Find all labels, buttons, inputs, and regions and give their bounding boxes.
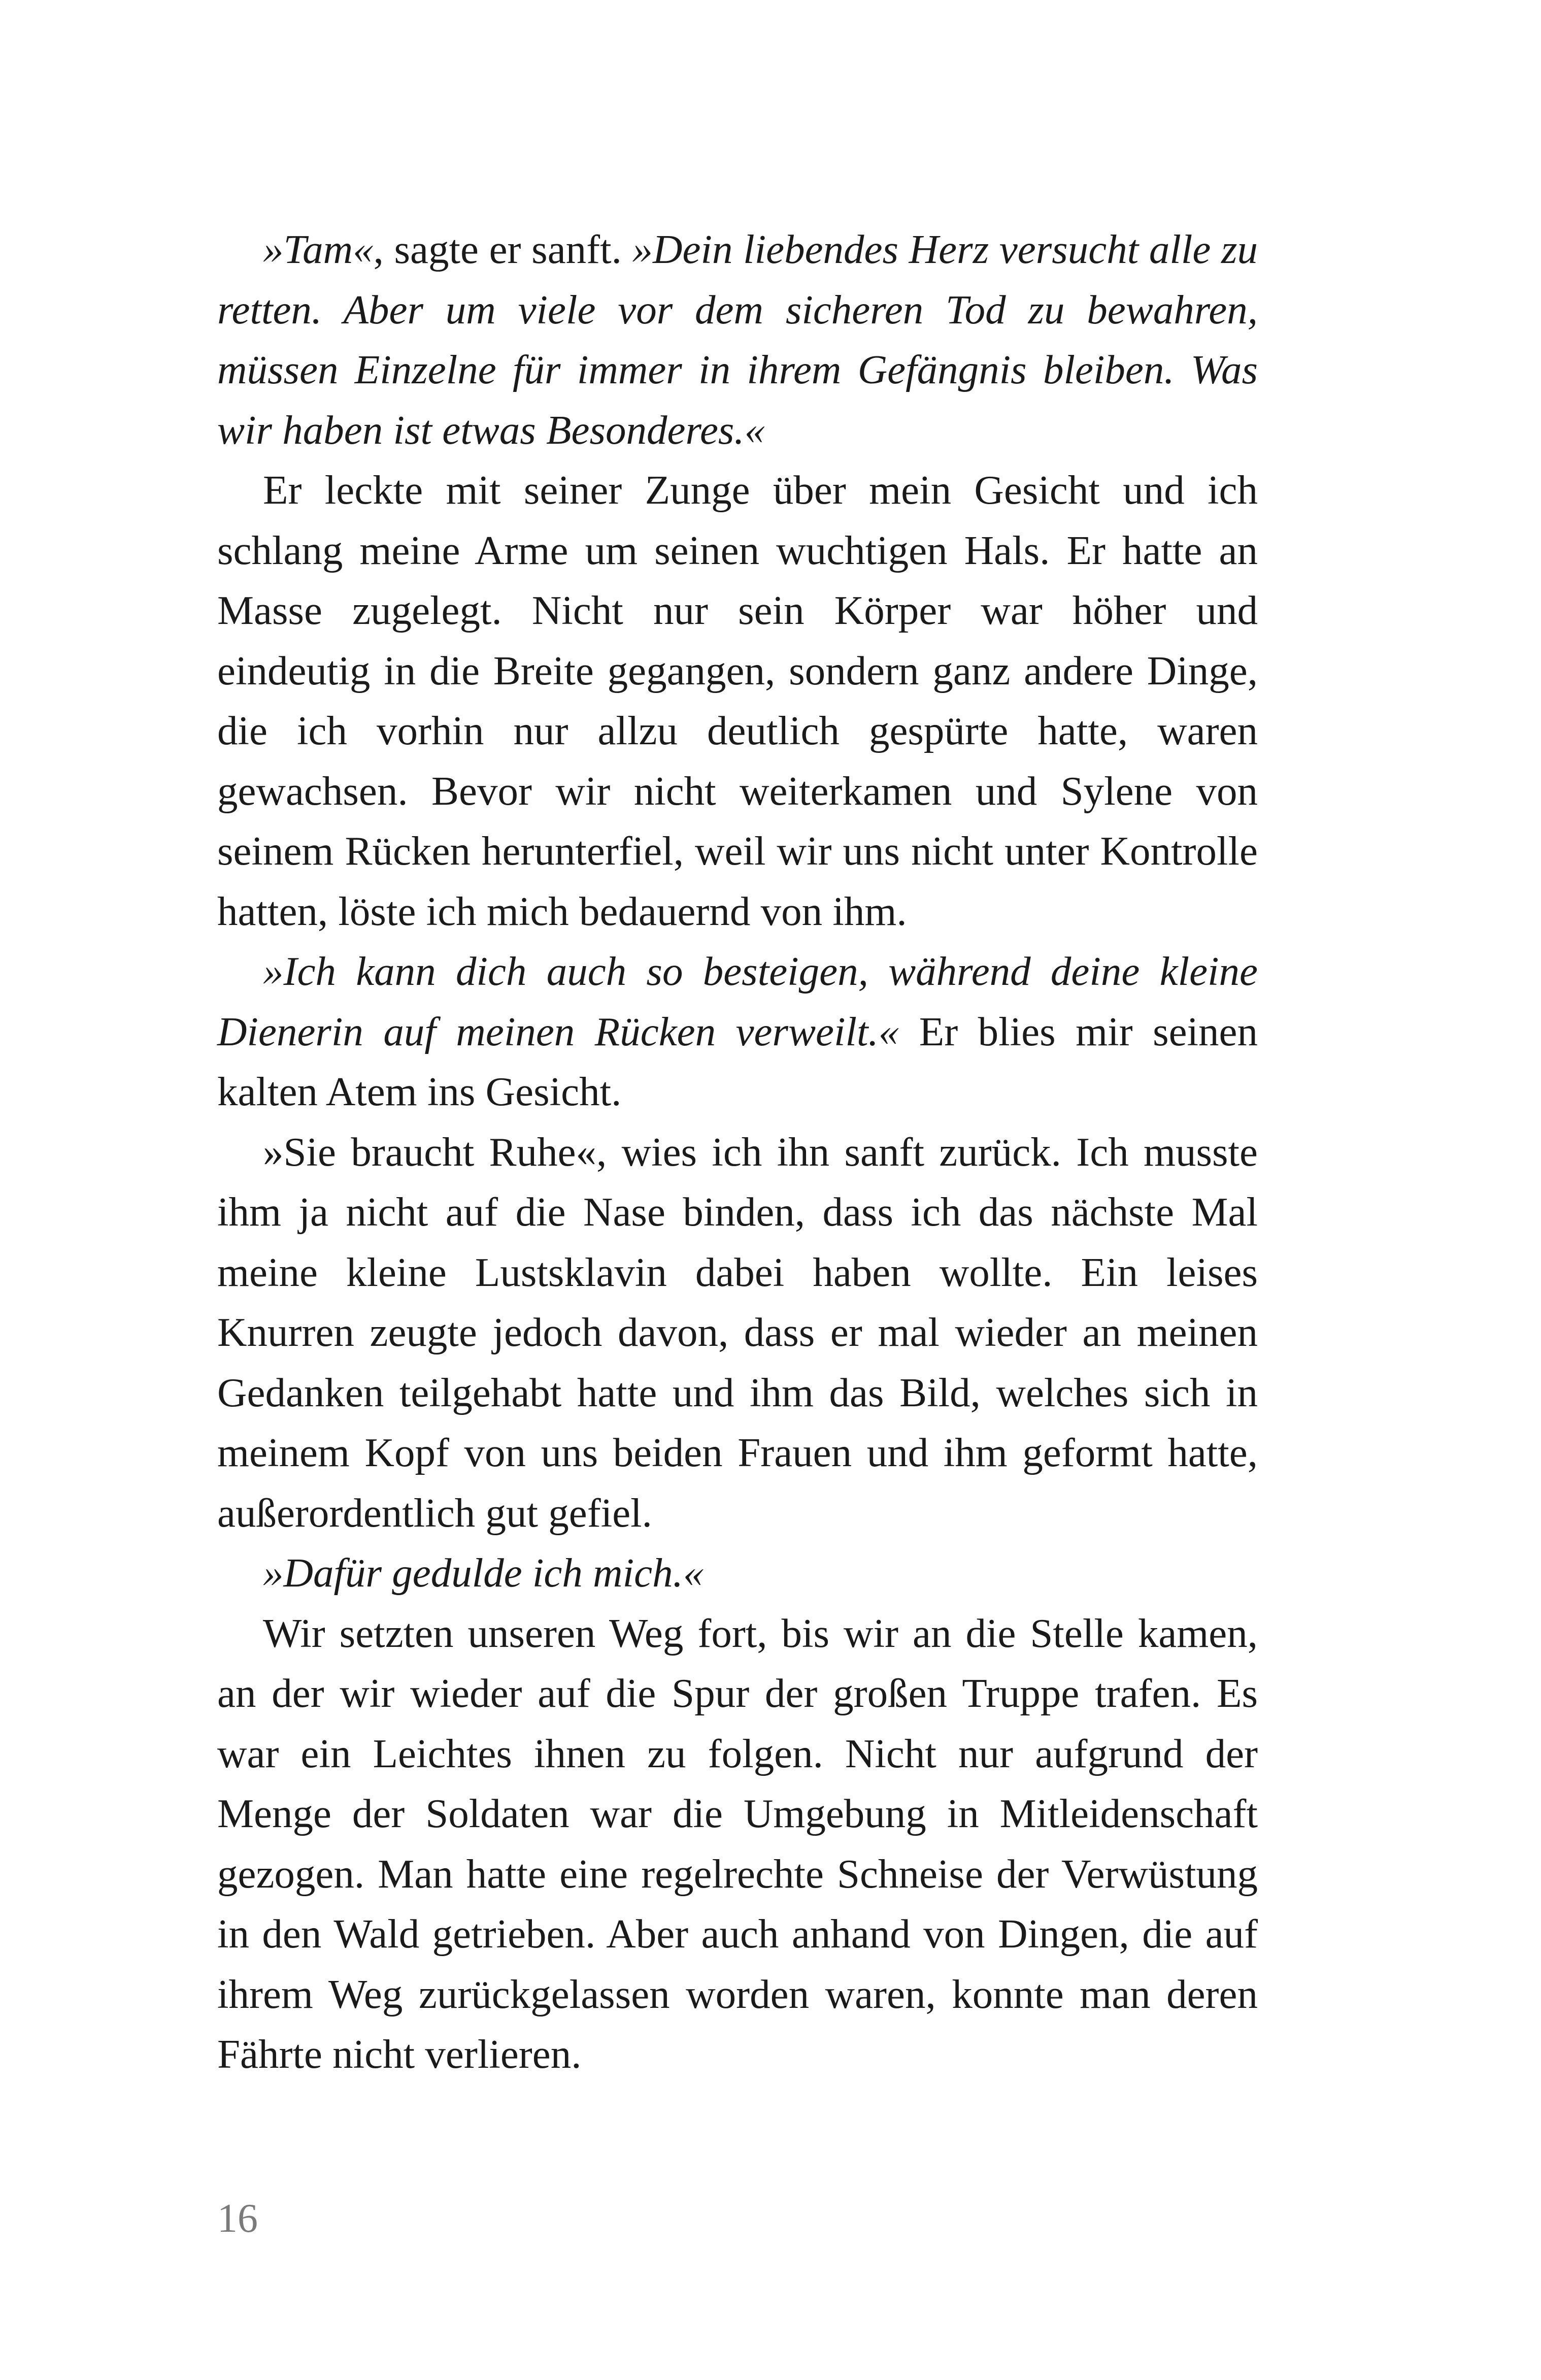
paragraph xyxy=(217,460,1258,941)
page-number: 16 xyxy=(217,2196,258,2241)
paragraph xyxy=(217,941,1258,1122)
paragraph xyxy=(217,1122,1258,1543)
body-text xyxy=(217,219,1258,2085)
telepathic-speech: »Dafür gedulde ich mich.« xyxy=(263,1550,704,1596)
paragraph xyxy=(217,219,1258,460)
narration-text: Er blies mir seinen kalten Atem ins Gesicht. xyxy=(217,1008,1258,1114)
telepathic-speech: »Ich kann dich auch so besteigen, während deine kleine Dienerin auf meinen Rücken verweilt.« xyxy=(217,948,1258,1054)
narration-text: Wir setzten unseren Weg fort, bis wir an die Stelle kamen, an der wir wieder auf die Spur der großen Truppe trafen. Es war ein Leichtes ihnen zu folgen. Nicht nur aufgrund der Menge der Soldaten war die Umgebung in Mitleidenschaft gezogen. Man hatte eine regelrechte Schneise der Verwüstung in den Wald getrieben. Aber auch anhand von Dingen, die auf ihrem Weg zurückgelassen worden waren, konnte man deren Fährte nicht verlieren. xyxy=(217,1610,1258,2077)
telepathic-speech: »Dein liebendes Herz versucht alle zu retten. Aber um viele vor dem sicheren Tod zu bewahren, müssen Einzelne für immer in ihrem Gefängnis bleiben. Was wir haben ist etwas Besonderes.« xyxy=(217,226,1258,453)
paragraph xyxy=(217,1543,1258,1603)
narration-text: Er leckte mit seiner Zunge über mein Gesicht und ich schlang meine Arme um seinen wuchtigen Hals. Er hatte an Masse zugelegt. Nicht nur sein Körper war höher und eindeutig in die Breite gegangen, sondern ganz andere Dinge, die ich vorhin nur allzu deutlich gespürte hatte, waren gewachsen. Bevor wir nicht weiterkamen und Sylene von seinem Rücken herunterfiel, weil wir uns nicht unter Kontrolle hatten, löste ich mich bedauernd von ihm. xyxy=(217,467,1258,934)
narration-text: , sagte er sanft. xyxy=(373,226,632,272)
narration-text: »Sie braucht Ruhe«, wies ich ihn sanft zurück. Ich musste ihm ja nicht auf die Nase binden, dass ich das nächste Mal meine kleine Lustsklavin dabei haben wollte. Ein leises Knurren zeugte jedoch davon, dass er mal wieder an meinen Gedanken teilgehabt hatte und ihm das Bild, welches sich in meinem Kopf von uns beiden Frauen und ihm geformt hatte, außerordentlich gut gefiel. xyxy=(217,1129,1258,1536)
paragraph xyxy=(217,1603,1258,2085)
speech-name: »Tam« xyxy=(263,226,374,272)
